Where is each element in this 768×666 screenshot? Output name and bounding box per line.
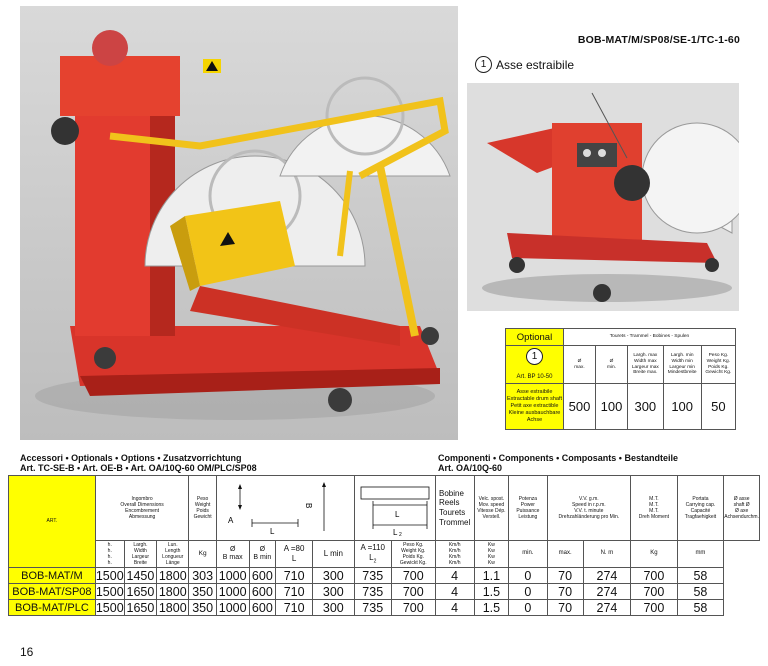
sub-min: min. [509, 541, 547, 568]
table-cell: 4 [435, 584, 474, 600]
table-cell: 710 [276, 584, 313, 600]
table-cell: 303 [189, 568, 216, 584]
table-row [9, 600, 760, 616]
table-cell: 1500 [95, 584, 124, 599]
reel-dimension-diagram [216, 476, 354, 541]
table-cell: 300 [313, 600, 355, 616]
table-header-row [9, 476, 760, 541]
table-cell: 274 [583, 600, 630, 616]
sub-kg2: Kg [631, 541, 678, 568]
table-cell: 1650 [124, 600, 156, 616]
table-cell: 1800 [157, 584, 189, 600]
diagram2-label-l2: L [392, 528, 398, 537]
callout-number: 1 [475, 56, 492, 73]
sub-bmax: Ø B max [216, 541, 249, 568]
table-cell: 274 [583, 584, 630, 600]
opt-col-dmin: Ø min. [596, 346, 628, 384]
opt-value-dmin: 100 [596, 384, 628, 430]
opt-col-weight: Peso Kg. Weight Kg. Poids Kg. Gewicht Kg. [701, 346, 735, 384]
opt-value-dmax: 500 [564, 384, 596, 430]
table-cell: 1500 [95, 568, 124, 583]
table-cell: 4 [435, 600, 474, 616]
table-cell: 1800 [157, 568, 189, 584]
table-cell: 0 [509, 600, 547, 616]
table-cell: 1650 [124, 584, 156, 600]
diagram-label-b: B [304, 503, 314, 509]
table-row [9, 584, 760, 600]
sub-nm: N. m [583, 541, 630, 568]
art-header: ART. [9, 476, 96, 568]
callout-extractable-shaft [475, 56, 574, 73]
table-cell: 700 [391, 568, 435, 584]
model-code: BOB-MAT/M/SP08/SE-1/TC-1-60 [577, 34, 740, 46]
opt-col-dmax: Ø max. [564, 346, 596, 384]
opt-col-width-max: Largh. max Width max Largeur max Breite max. [628, 346, 664, 384]
power-header: Potenza Power Puissance Leistung [509, 476, 547, 541]
art-code-cell: BOB-MAT/SP08 [9, 584, 96, 600]
table-cell: 700 [391, 600, 435, 616]
main-product-photo [20, 6, 458, 440]
table-cell: 1.5 [474, 600, 509, 616]
travel-speed-header: Velc. spost. Mov. speed Vitesse Dép. Verstell. [474, 476, 509, 541]
table-cell: 4 [435, 568, 474, 584]
table-cell: 70 [547, 584, 583, 600]
table-cell: 70 [547, 600, 583, 616]
table-cell: 1450 [124, 568, 156, 584]
sub-kmh: Km/h Km/h Km/h Km/h [435, 541, 474, 568]
table-cell: 600 [249, 568, 276, 584]
sub-a110: A =110 $L_2$ [354, 541, 391, 568]
table-cell: 0 [509, 568, 547, 584]
sub-lmin: L min [313, 541, 355, 568]
optional-number: 1 [526, 348, 543, 365]
table-cell: 735 [354, 584, 391, 600]
table-cell: 58 [677, 568, 724, 584]
optional-description: Asse estraibile Extractable drum shaft Petit axe extractible Kleine ausbauchbare Achse [506, 384, 564, 430]
table-cell: 70 [547, 568, 583, 584]
rpm-header: V.V. g.m. Speed in r.p.m. V.V. t. minute Drehzahländerung pro Min. [547, 476, 631, 541]
table-cell: 58 [677, 584, 724, 600]
table-cell: 350 [189, 600, 216, 616]
table-cell: 700 [391, 584, 435, 600]
table-cell: 1000 [216, 584, 249, 600]
table-cell: 274 [583, 568, 630, 584]
table-cell: 300 [313, 568, 355, 584]
optional-table [505, 328, 736, 430]
sub-width: Largh. Width Largeur Breite [124, 541, 156, 568]
components-heading: Componenti • Components • Composants • Bestandteile Art. OA/10Q-60 [438, 453, 678, 473]
table-cell: 700 [631, 600, 678, 616]
table-cell: 0 [509, 584, 547, 600]
table-row [9, 568, 760, 584]
accessories-heading: Accessori • Optionals • Options • Zusatzvorrichtung Art. TC-SE-B • Art. OE-B • Art. OA/10Q-60 OM/PLC/SP08 [20, 453, 257, 473]
secondary-product-photo [467, 83, 739, 311]
sub-max: max. [547, 541, 583, 568]
bobine-label-cell: Bobine Reels Tourets Trommel [435, 476, 474, 541]
opt-value-width-min: 100 [663, 384, 701, 430]
callout-label: Asse estraibile [496, 57, 575, 72]
table-body [9, 568, 760, 616]
capacity-header: Portata Carrying cap. Capacité Tragfaehigkeit [677, 476, 724, 541]
optional-group-header: Tourets - Trammel - Bobines - Spulen [564, 329, 736, 346]
page-number: 16 [20, 645, 34, 659]
sub-kg: Kg [189, 541, 216, 568]
weight-header: Peso Weight Poids Gewicht [189, 476, 216, 541]
torque-header: M.T. M.T. M.T. Dreh Moment [631, 476, 678, 541]
table-cell: 735 [354, 600, 391, 616]
sub-bmin: Ø B min [249, 541, 276, 568]
opt-value-weight: 50 [701, 384, 735, 430]
table-cell: 1800 [157, 600, 189, 616]
table-cell: 700 [631, 568, 678, 584]
table-cell: 350 [189, 584, 216, 600]
specifications-table [8, 475, 760, 616]
opt-value-width-max: 300 [628, 384, 664, 430]
art-code-cell: BOB-MAT/PLC [9, 600, 96, 616]
diagram-label-a: A [228, 516, 234, 525]
table-cell: 710 [276, 600, 313, 616]
sub-h: h. h. h. h. [95, 541, 124, 568]
table-cell: 710 [276, 568, 313, 584]
art-code-cell: BOB-MAT/M [9, 568, 96, 584]
overall-dimensions-header: Ingombro Overall Dimensions Encombrement Abmessung [95, 476, 189, 541]
table-cell: 1.1 [474, 568, 509, 584]
table-cell: 1.5 [474, 584, 509, 600]
opt-col-width-min: Largh. min Width min Largeur min Mindestbreite [663, 346, 701, 384]
diagram-label-l: L [270, 527, 275, 536]
table-cell: 1000 [216, 568, 249, 584]
table-subheader-row [9, 541, 760, 568]
table-cell: 58 [677, 600, 724, 616]
sub-mm: mm [677, 541, 724, 568]
table-cell: 700 [631, 584, 678, 600]
optional-label: Optional [506, 329, 564, 346]
table-cell: 1000 [216, 600, 249, 616]
table-cell: 600 [249, 584, 276, 600]
bobine-header [354, 476, 435, 541]
sub-length: Lun. Length Longueur Länge [157, 541, 189, 568]
table-cell: 735 [354, 568, 391, 584]
sub-kw: Kw Kw Kw Kw [474, 541, 509, 568]
table-cell: 600 [249, 600, 276, 616]
sub-reel-weight: Peso Kg. Weight Kg. Poids Kg. Gewickt Kg. [391, 541, 435, 568]
optional-article-cell [506, 346, 564, 384]
diagram2-label-sub2: 2 [398, 532, 402, 537]
shaft-header: Ø asse shaft Ø Ø axe Achsendurchm. [724, 476, 760, 541]
diagram2-label-l: L [394, 510, 400, 519]
sub-a80: A =80 L [276, 541, 313, 568]
table-cell: 300 [313, 584, 355, 600]
optional-article: Art. BP 10-50 [516, 374, 553, 380]
table-cell: 1500 [95, 600, 124, 615]
